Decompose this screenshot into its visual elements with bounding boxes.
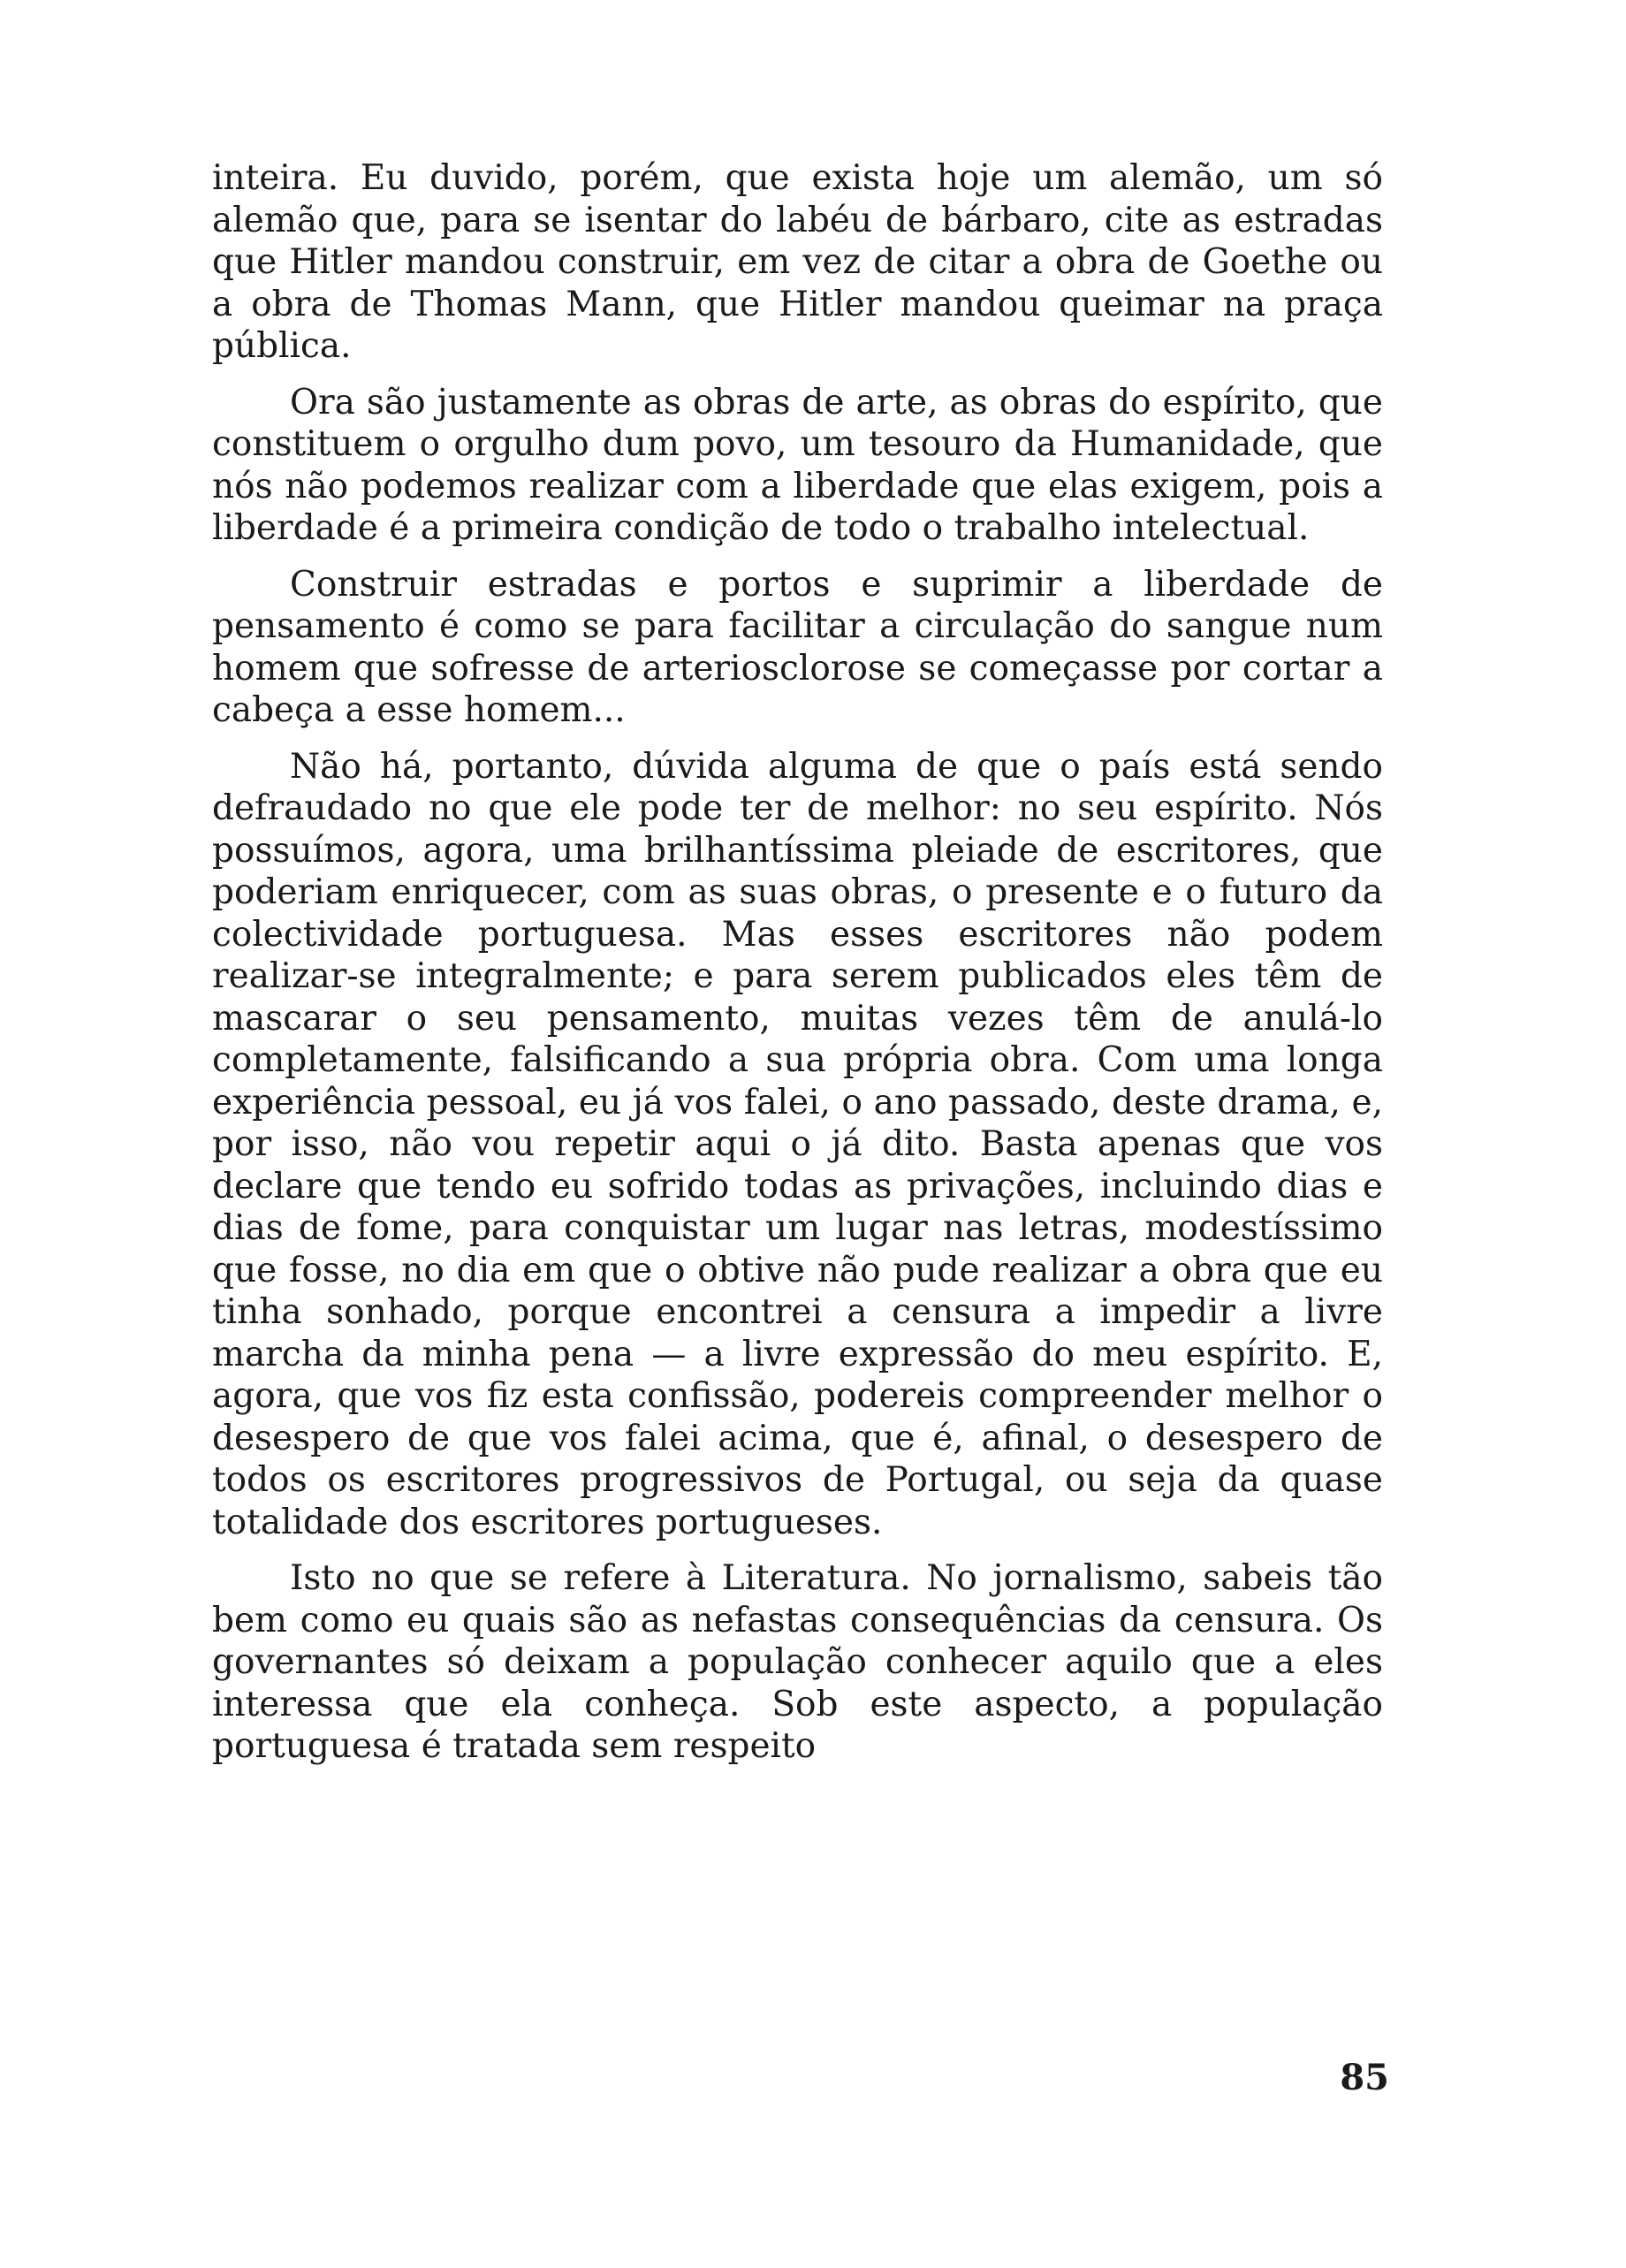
body-text (212, 157, 1383, 1782)
paragraph-writers-censorship: Não há, portanto, dúvida alguma de que o país está sendo defraudado no que ele pode ter de melhor: no seu espírito. Nós possuímos, agora, uma brilhantíssima pleiade de escritores, que poderiam enriquecer, com as suas obras, o presente e o futuro da colectividade portuguesa. Mas esses escritores não podem realizar-se integralmente; e para serem publicados eles têm de mascarar o seu pensamento, muitas vezes têm de anulá-lo completamente, falsificando a sua própria obra. Com uma longa experiência pessoal, eu já vos falei, o ano passado, deste drama, e, por isso, não vou repetir aqui o já dito. Basta apenas que vos declare que tendo eu sofrido todas as privações, incluindo dias e dias de fome, para conquistar um lugar nas letras, modestíssimo que fosse, no dia em que o obtive não pude realizar a obra que eu tinha sonhado, porque encontrei a censura a impedir a livre marcha da minha pena — a livre expressão do meu espírito. E, agora, que vos fiz esta confissão, podereis compreender melhor o desespero de que vos falei acima, que é, afinal, o desespero de todos os escritores progressivos de Portugal, ou seja da quase totalidade dos escritores portugueses. (212, 746, 1383, 1542)
page-number: 85 (1340, 2057, 1389, 2098)
paragraph-roads-and-ports: Construir estradas e portos e suprimir a liberdade de pensamento é como se para facilitar a circulação do sangue num homem que sofresse de arteriosclorose se começasse por cortar a cabeça a esse homem... (212, 564, 1383, 730)
paragraph-works-of-spirit: Ora são justamente as obras de arte, as obras do espírito, que constituem o orgulho dum povo, um tesouro da Humanidade, que nós não podemos realizar com a liberdade que elas exigem, pois a liberdade é a primeira condição de todo o trabalho intelectual. (212, 382, 1383, 548)
paragraph-continuation: inteira. Eu duvido, porém, que exista hoje um alemão, um só alemão que, para se isentar do labéu de bárbaro, cite as estradas que Hitler mandou construir, em vez de citar a obra de Goethe ou a obra de Thomas Mann, que Hitler mandou queimar na praça pública. (212, 158, 1383, 366)
paragraph-journalism: Isto no que se refere à Literatura. No jornalismo, sabeis tão bem como eu quais são as nefastas consequências da censura. Os governantes só deixam a população conhecer aquilo que a eles interessa que ela conheça. Sob este aspecto, a população portuguesa é tratada sem respeito (212, 1558, 1383, 1766)
